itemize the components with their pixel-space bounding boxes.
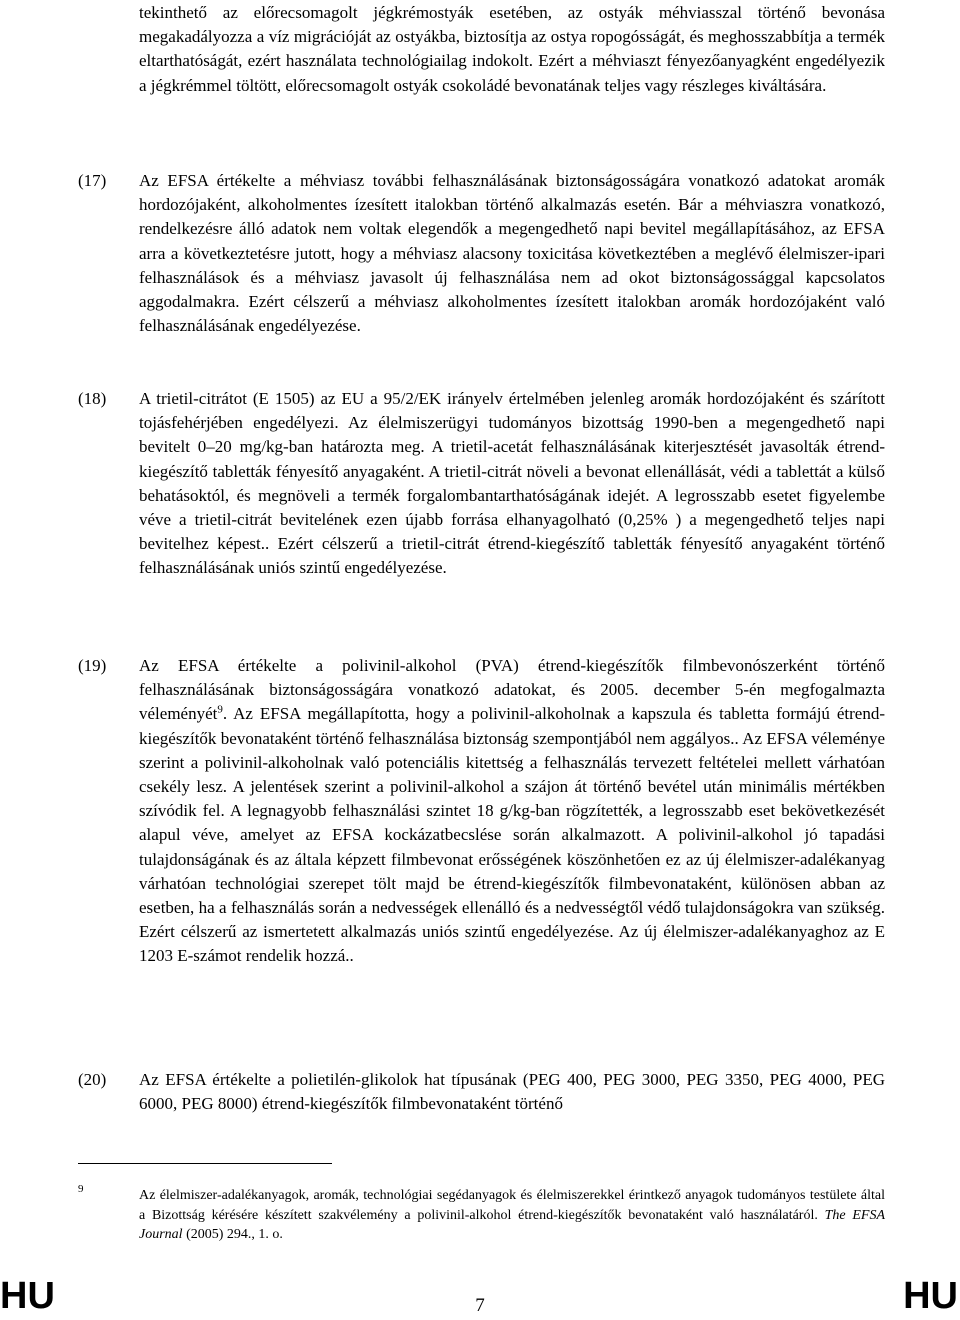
paragraph-number: (20) bbox=[78, 1070, 107, 1089]
footnote-reference[interactable]: 9 bbox=[217, 703, 223, 716]
paragraph-text-part: Az EFSA értékelte a polivinil-alkohol (PVA) étrend-kiegészítők filmbevonószerként történő felhasználásának biztonságosságára vonatkozó adatokat, és 2005. december 5-én megfogalmazta véleményét bbox=[139, 656, 885, 724]
footnote-text-part: (2005) 294., 1. o. bbox=[182, 1227, 283, 1243]
footer-language-right: HU bbox=[903, 1275, 958, 1317]
footer-language-left: HU bbox=[0, 1275, 55, 1317]
footnote-mark: 9 bbox=[78, 1183, 84, 1195]
footnote-text bbox=[139, 1186, 885, 1245]
paragraph-text: Az EFSA értékelte a méhviasz további felhasználásának biztonságosságára vonatkozó adatokat aromák hordozójaként, alkoholmentes ízesített italokban történő alkalmazás esetén. Bár a méhviaszra vonatkozó, rendelkezésre álló adatok nem voltak elegendők a megengedhető napi bevitel megállapításához, az EFSA arra a következtetésre jutott, hogy a méhviasz alacsony toxicitása következtében a meglévő élelmiszer-ipari felhasználások és a méhviasz javasolt új felhasználása nem ad okot biztonságossággal kapcsolatos aggodalmakra. Ezért célszerű a méhviasz alkoholmentes ízesített italokban aromák hordozójaként való felhasználásának engedélyezése. bbox=[139, 171, 885, 336]
paragraph-number: (17) bbox=[78, 171, 107, 190]
footnote-text-part: Az élelmiszer-adalékanyagok, aromák, technológiai segédanyagok és élelmiszerekkel érintkező anyagok tudományos testülete által a Bizottság kérésére készített szakvélemény a polivinil-alkohol étrend-kiegészítők bevonataként való használatáról. bbox=[139, 1188, 885, 1223]
footnote-journal: The EFSA Journal bbox=[139, 1207, 886, 1243]
paragraph-number: (18) bbox=[78, 389, 107, 408]
footnote-separator bbox=[78, 1163, 332, 1164]
paragraph-text: Az EFSA értékelte a polietilén-glikolok hat típusának (PEG 400, PEG 3000, PEG 3350, PEG 4000, PEG 6000, PEG 8000) étrend-kiegészítők filmbevonataként történő bbox=[139, 1070, 885, 1114]
paragraph-text: tekinthető az előrecsomagolt jégkrémostyák esetében, az ostyák méhviasszal történő bevonása megakadályozza a víz migrációját az ostyákba, biztosítja az ostya ropogósságát, és meghosszabbítja a termék eltarthatóságát, ezért használata technológiailag indokolt. Ezért a méhviaszt fényezőanyagként engedélyezik a jégkrémmel töltött, előrecsomagolt ostyák csokoládé bevonatának teljes vagy részleges kiváltására. bbox=[139, 3, 885, 95]
paragraph-text-part: . Az EFSA megállapította, hogy a polivinil-alkoholnak a kapszula és tabletta formájú étrend-kiegészítők bevonataként történő felhasználása biztonság szempontjából nem aggályos.. Az EFSA véleménye szerint a polivinil-alkoholnak való potenciális kitettség a felhasználás tervezett feltételei mellett várhatóan csekély lesz. A jelentések szerint a polivinil-alkohol a szájon át történő bevétel után minimális mértékben szívódik fel. A legnagyobb felhasználási szintet 18 g/kg-ban rögzítették, a legrosszabb eset bekövetkezését alapul véve, amelyet az EFSA kockázatbecslése során alkalmazott. A polivinil-alkohol jó tapadási tulajdonságának és az általa képzett filmbevonat erősségének köszönhetően ez az új élelmiszer-adalékanyag várhatóan technológiai szerepet tölt majd be étrend-kiegészítők filmbevonataként, különösen abban az esetben, ha a felhasználás során a nedvességek ellenálló és a nedvességtől védő tulajdonságokra van szükség. Ezért célszerű az ismertetett alkalmazás uniós szintű engedélyezése. Az új élelmiszer-adalékanyaghoz az E 1203 E-számot rendelik hozzá.. bbox=[139, 704, 885, 966]
paragraph-text bbox=[139, 654, 885, 969]
paragraph-number: (19) bbox=[78, 656, 107, 675]
paragraph-text: A trietil-citrátot (E 1505) az EU a 95/2/EK irányelv értelmében jelenleg aromák hordozójaként és szárított tojásfehérjében engedélyezi. Az élelmiszerügyi tudományos bizottság 1990-ben a megengedhető napi bevitelt 0–20 mg/kg-ban határozta meg. A trietil-acetát felhasználásának kiterjesztését javasolták étrend-kiegészítő tabletták fényesítő anyagaként. A trietil-citrát növeli a bevonat ellenállását, védi a tablettát a külső behatásoktól, és megnöveli a termék forgalombantarthatóságának idejét. A legrosszabb esetet figyelembe véve a trietil-citrát bevitelének ezen újabb forrása elhanyagolható (0,25% ) a megengedhető teljes napi bevitelhez képest.. Ezért célszerű a trietil-citrát étrend-kiegészítő tabletták fényesítő anyagaként történő felhasználásának uniós szintű engedélyezése. bbox=[139, 389, 885, 578]
page-number: 7 bbox=[475, 1295, 485, 1316]
